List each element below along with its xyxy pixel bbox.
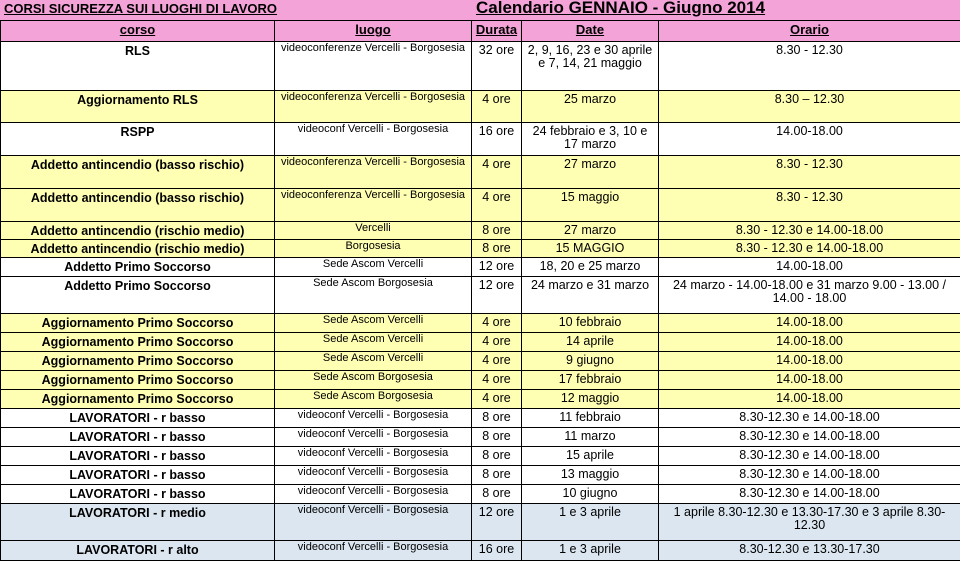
- column-header-orario: Orario: [659, 21, 960, 42]
- cell-durata: 4 ore: [472, 91, 522, 123]
- cell-date: 27 marzo: [522, 222, 659, 240]
- cell-durata: 8 ore: [472, 409, 522, 428]
- cell-corso: Addetto antincendio (rischio medio): [1, 222, 275, 240]
- cell-durata: 12 ore: [472, 504, 522, 541]
- cell-luogo: Sede Ascom Borgosesia: [275, 277, 472, 314]
- table-row: [1, 240, 960, 258]
- cell-orario: 8.30 - 12.30 e 14.00-18.00: [659, 240, 960, 258]
- cell-date: 15 MAGGIO: [522, 240, 659, 258]
- cell-orario: 14.00-18.00: [659, 123, 960, 156]
- cell-orario: 8.30 – 12.30: [659, 91, 960, 123]
- table-row: [1, 371, 960, 390]
- course-table: [0, 20, 960, 561]
- cell-corso: RLS: [1, 42, 275, 91]
- table-row: [1, 91, 960, 123]
- column-header-corso: corso: [1, 21, 275, 42]
- cell-date: 27 marzo: [522, 156, 659, 189]
- cell-corso: LAVORATORI - r basso: [1, 485, 275, 504]
- cell-luogo: Sede Ascom Borgosesia: [275, 371, 472, 390]
- cell-orario: 8.30-12.30 e 14.00-18.00: [659, 485, 960, 504]
- column-header-luogo: luogo: [275, 21, 472, 42]
- cell-date: 24 marzo e 31 marzo: [522, 277, 659, 314]
- cell-orario: 8.30-12.30 e 14.00-18.00: [659, 428, 960, 447]
- cell-date: 2, 9, 16, 23 e 30 aprile e 7, 14, 21 maggio: [522, 42, 659, 91]
- cell-durata: 4 ore: [472, 156, 522, 189]
- cell-corso: Addetto antincendio (basso rischio): [1, 156, 275, 189]
- cell-durata: 4 ore: [472, 352, 522, 371]
- cell-orario: 8.30 - 12.30: [659, 156, 960, 189]
- table-row: [1, 314, 960, 333]
- table-row: [1, 123, 960, 156]
- cell-luogo: videoconf Vercelli - Borgosesia: [275, 409, 472, 428]
- cell-corso: Addetto antincendio (basso rischio): [1, 189, 275, 222]
- cell-luogo: videoconf Vercelli - Borgosesia: [275, 123, 472, 156]
- cell-orario: 14.00-18.00: [659, 352, 960, 371]
- cell-corso: LAVORATORI - r basso: [1, 428, 275, 447]
- cell-date: 25 marzo: [522, 91, 659, 123]
- cell-orario: 14.00-18.00: [659, 314, 960, 333]
- cell-durata: 8 ore: [472, 466, 522, 485]
- cell-luogo: Sede Ascom Vercelli: [275, 333, 472, 352]
- cell-orario: 8.30-12.30 e 14.00-18.00: [659, 466, 960, 485]
- cell-corso: Aggiornamento Primo Soccorso: [1, 390, 275, 409]
- cell-luogo: Sede Ascom Vercelli: [275, 314, 472, 333]
- cell-durata: 8 ore: [472, 485, 522, 504]
- cell-corso: Addetto Primo Soccorso: [1, 277, 275, 314]
- cell-date: 10 febbraio: [522, 314, 659, 333]
- table-row: [1, 485, 960, 504]
- cell-corso: LAVORATORI - r basso: [1, 447, 275, 466]
- calendar-title: Calendario GENNAIO - Giugno 2014: [476, 0, 766, 17]
- table-row: [1, 428, 960, 447]
- cell-durata: 8 ore: [472, 447, 522, 466]
- table-row: [1, 222, 960, 240]
- cell-orario: 24 marzo - 14.00-18.00 e 31 marzo 9.00 - 13.00 / 14.00 - 18.00: [659, 277, 960, 314]
- cell-durata: 12 ore: [472, 277, 522, 314]
- cell-luogo: videoconf Vercelli - Borgosesia: [275, 504, 472, 541]
- cell-corso: Addetto antincendio (rischio medio): [1, 240, 275, 258]
- document-title: CORSI SICUREZZA SUI LUOGHI DI LAVORO: [4, 1, 278, 16]
- cell-date: 18, 20 e 25 marzo: [522, 258, 659, 277]
- table-body: [1, 42, 960, 561]
- cell-corso: Aggiornamento RLS: [1, 91, 275, 123]
- table-row: [1, 277, 960, 314]
- table-row: [1, 409, 960, 428]
- cell-orario: 1 aprile 8.30-12.30 e 13.30-17.30 e 3 aprile 8.30-12.30: [659, 504, 960, 541]
- cell-luogo: videoconferenze Vercelli - Borgosesia: [275, 42, 472, 91]
- table-row: [1, 156, 960, 189]
- cell-date: 1 e 3 aprile: [522, 541, 659, 561]
- cell-luogo: Sede Ascom Vercelli: [275, 258, 472, 277]
- table-row: [1, 189, 960, 222]
- cell-date: 17 febbraio: [522, 371, 659, 390]
- cell-durata: 16 ore: [472, 123, 522, 156]
- cell-corso: Aggiornamento Primo Soccorso: [1, 352, 275, 371]
- cell-luogo: videoconf Vercelli - Borgosesia: [275, 447, 472, 466]
- cell-date: 10 giugno: [522, 485, 659, 504]
- cell-luogo: videoconferenza Vercelli - Borgosesia: [275, 91, 472, 123]
- cell-corso: LAVORATORI - r alto: [1, 541, 275, 561]
- cell-durata: 12 ore: [472, 258, 522, 277]
- cell-luogo: Borgosesia: [275, 240, 472, 258]
- table-row: [1, 390, 960, 409]
- cell-date: 11 marzo: [522, 428, 659, 447]
- table-row: [1, 504, 960, 541]
- table-row: [1, 42, 960, 91]
- cell-luogo: videoconf Vercelli - Borgosesia: [275, 466, 472, 485]
- cell-durata: 4 ore: [472, 390, 522, 409]
- cell-luogo: Sede Ascom Borgosesia: [275, 390, 472, 409]
- cell-durata: 4 ore: [472, 333, 522, 352]
- cell-durata: 16 ore: [472, 541, 522, 561]
- cell-orario: 14.00-18.00: [659, 258, 960, 277]
- cell-orario: 8.30-12.30 e 14.00-18.00: [659, 447, 960, 466]
- cell-orario: 8.30 - 12.30: [659, 42, 960, 91]
- cell-date: 15 maggio: [522, 189, 659, 222]
- cell-durata: 4 ore: [472, 189, 522, 222]
- cell-durata: 4 ore: [472, 314, 522, 333]
- table-row: [1, 541, 960, 561]
- cell-corso: RSPP: [1, 123, 275, 156]
- column-header-durata: Durata: [472, 21, 522, 42]
- cell-orario: 8.30 - 12.30: [659, 189, 960, 222]
- table-row: [1, 352, 960, 371]
- table-row: [1, 447, 960, 466]
- cell-orario: 8.30-12.30 e 14.00-18.00: [659, 409, 960, 428]
- cell-luogo: videoconf Vercelli - Borgosesia: [275, 541, 472, 561]
- table-row: [1, 258, 960, 277]
- cell-corso: Aggiornamento Primo Soccorso: [1, 333, 275, 352]
- cell-date: 13 maggio: [522, 466, 659, 485]
- cell-durata: 32 ore: [472, 42, 522, 91]
- cell-corso: Aggiornamento Primo Soccorso: [1, 314, 275, 333]
- cell-luogo: videoconferenza Vercelli - Borgosesia: [275, 156, 472, 189]
- cell-orario: 14.00-18.00: [659, 333, 960, 352]
- header-row: [1, 21, 960, 42]
- cell-date: 12 maggio: [522, 390, 659, 409]
- cell-corso: LAVORATORI - r basso: [1, 409, 275, 428]
- cell-date: 24 febbraio e 3, 10 e 17 marzo: [522, 123, 659, 156]
- cell-luogo: Vercelli: [275, 222, 472, 240]
- cell-orario: 8.30 - 12.30 e 14.00-18.00: [659, 222, 960, 240]
- cell-durata: 8 ore: [472, 428, 522, 447]
- cell-corso: Addetto Primo Soccorso: [1, 258, 275, 277]
- cell-durata: 8 ore: [472, 240, 522, 258]
- cell-luogo: videoconf Vercelli - Borgosesia: [275, 485, 472, 504]
- cell-corso: LAVORATORI - r medio: [1, 504, 275, 541]
- cell-corso: Aggiornamento Primo Soccorso: [1, 371, 275, 390]
- cell-orario: 14.00-18.00: [659, 390, 960, 409]
- cell-date: 9 giugno: [522, 352, 659, 371]
- cell-durata: 8 ore: [472, 222, 522, 240]
- cell-date: 1 e 3 aprile: [522, 504, 659, 541]
- cell-orario: 8.30-12.30 e 13.30-17.30: [659, 541, 960, 561]
- table-row: [1, 333, 960, 352]
- cell-date: 11 febbraio: [522, 409, 659, 428]
- cell-date: 14 aprile: [522, 333, 659, 352]
- cell-luogo: videoconf Vercelli - Borgosesia: [275, 428, 472, 447]
- cell-luogo: videoconferenza Vercelli - Borgosesia: [275, 189, 472, 222]
- cell-corso: LAVORATORI - r basso: [1, 466, 275, 485]
- table-row: [1, 466, 960, 485]
- title-bar: [0, 0, 960, 20]
- column-header-date: Date: [522, 21, 659, 42]
- cell-date: 15 aprile: [522, 447, 659, 466]
- cell-luogo: Sede Ascom Vercelli: [275, 352, 472, 371]
- cell-durata: 4 ore: [472, 371, 522, 390]
- cell-orario: 14.00-18.00: [659, 371, 960, 390]
